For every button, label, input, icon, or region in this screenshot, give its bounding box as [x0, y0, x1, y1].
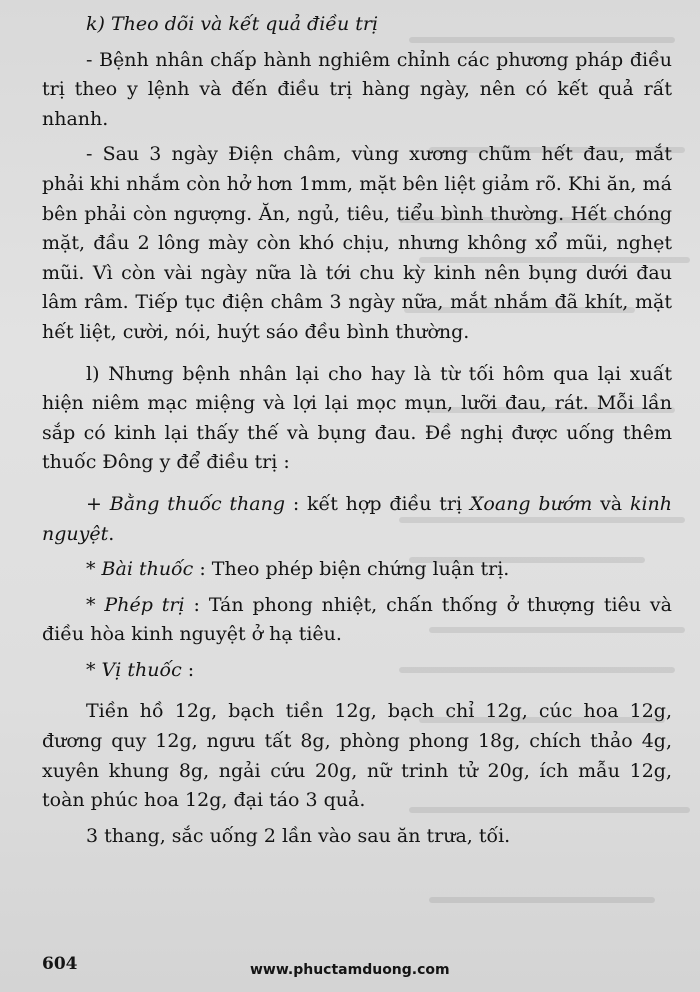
bai-thuoc-text: : Theo phép biện chứng luận trị. [193, 558, 510, 581]
thuoc-thang-text: : kết hợp điều trị [285, 492, 470, 515]
phep-tri-text: : Tán phong nhiệt, chấn thống ở thượng tiêu và điều hòa kinh nguyệt ở hạ tiêu. [42, 593, 672, 646]
page-number: 604 [42, 954, 78, 974]
section-l-paragraph: l) Nhưng bệnh nhân lại cho hay là từ tối hôm qua lại xuất hiện niêm mạc miệng và lợi lại mọc mụn, lưỡi đau, rát. Mỗi lần sắp có kinh lại thấy thế và bụng đau. Đề nghị được uống thêm thuốc Đông y để điều trị : [42, 362, 672, 474]
thuoc-thang-label: + Bằng thuốc thang [86, 492, 286, 515]
vi-thuoc-label: * Vị thuốc [86, 658, 182, 681]
thuoc-thang-kinh-nguyet: kinh nguyệt [42, 492, 673, 545]
thuoc-thang-va: và [592, 492, 630, 515]
website-url: www.phuctamduong.com [250, 962, 450, 978]
thuoc-thang-xoang-buom: Xoang bướm [469, 492, 593, 515]
ingredients-paragraph: Tiền hồ 12g, bạch tiền 12g, bạch chỉ 12g, cúc hoa 12g, đương quy 12g, ngưu tất 8g, phòng phong 18g, chích thảo 4g, xuyên khung 8g, ngải cứu 20g, nữ trinh tử 20g, ích mẫu 12g, toàn phúc hoa 12g, đại táo 3 quả. [42, 700, 672, 812]
section-k-paragraph-2: - Sau 3 ngày Điện châm, vùng xương chũm hết đau, mắt phải khi nhắm còn hở hơn 1mm, mặt bên liệt giảm rõ. Khi ăn, má bên phải còn ngượng. Ăn, ngủ, tiêu, tiểu bình thường. Hết chóng mặt, đầu 2 lông mày còn khó chịu, nhưng không xổ mũi, nghẹt mũi. Vì còn vài ngày nữa là tới chu kỳ kinh nên bụng dưới đau lâm râm. Tiếp tục điện châm 3 ngày nữa, mắt nhắm đã khít, mặt hết liệt, cười, nói, huýt sáo đều bình thường. [42, 143, 672, 343]
phep-tri-label: * Phép trị [86, 593, 185, 616]
vi-thuoc-line [42, 656, 672, 686]
thuoc-thang-end: . [108, 522, 115, 545]
bai-thuoc-line [42, 555, 672, 585]
section-k-heading: k) Theo dõi và kết quả điều trị [86, 13, 379, 35]
bai-thuoc-label: * Bài thuốc [86, 558, 194, 581]
dosage-paragraph: 3 thang, sắc uống 2 lần vào sau ăn trưa, tối. [86, 824, 511, 847]
section-k-paragraph-1: - Bệnh nhân chấp hành nghiêm chỉnh các phương pháp điều trị theo y lệnh và đến điều trị hàng ngày, nên có kết quả rất nhanh. [42, 48, 672, 130]
vi-thuoc-text: : [181, 658, 195, 681]
thuoc-thang-line [42, 490, 672, 549]
phep-tri-line [42, 591, 672, 650]
page-content [42, 10, 672, 851]
